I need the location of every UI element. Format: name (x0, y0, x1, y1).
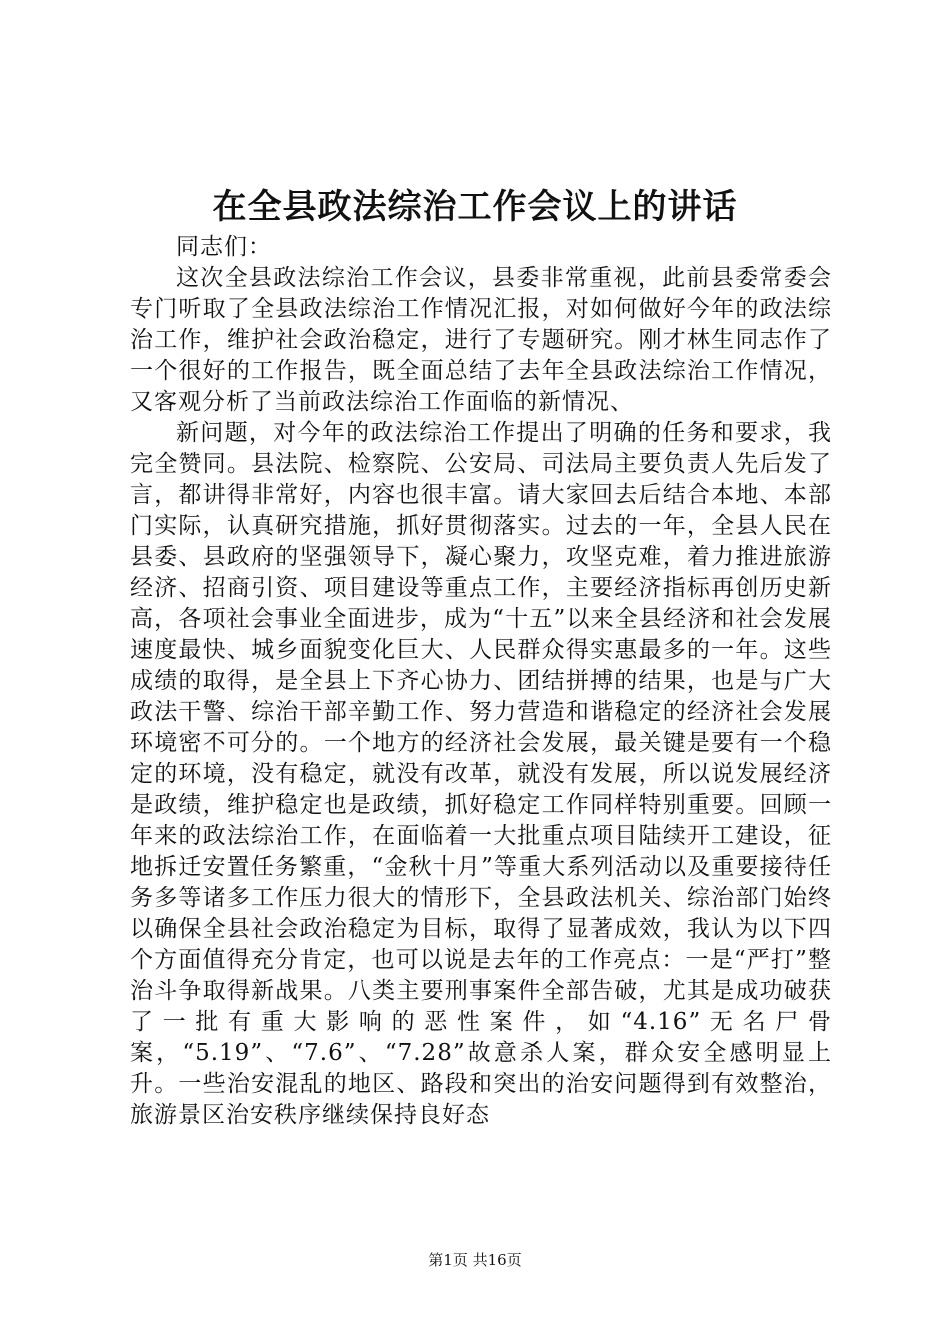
document-body (130, 232, 832, 1131)
page-footer: 第1页 共16页 (428, 1251, 522, 1269)
paragraph: 这次全县政法综治工作会议，县委非常重视，此前县委常委会专门听取了全县政法综治工作情况汇报，对如何做好今年的政法综治工作，维护社会政治稳定，进行了专题研究。刚才林生同志作了一个很好的工作报告，既全面总结了去年全县政法综治工作情况，又客观分析了当前政法综治工作面临的新情况、 (130, 265, 832, 415)
salutation: 同志们： (176, 234, 272, 260)
paragraph: 新问题，对今年的政法综治工作提出了明确的任务和要求，我完全赞同。县法院、检察院、公安局、司法局主要负责人先后发了言，都讲得非常好，内容也很丰富。请大家回去后结合本地、本部门实际，认真研究措施，抓好贯彻落实。过去的一年，全县人民在县委、县政府的坚强领导下，凝心聚力，攻坚克难，着力推进旅游经济、招商引资、项目建设等重点工作，主要经济指标再创历史新高，各项社会事业全面进步，成为“十五”以来全县经济和社会发展速度最快、城乡面貌变化巨大、人民群众得实惠最多的一年。这些成绩的取得，是全县上下齐心协力、团结拼搏的结果，也是与广大政法干警、综治干部辛勤工作、努力营造和谐稳定的经济社会发展环境密不可分的。一个地方的经济社会发展，最关键是要有一个稳定的环境，没有稳定，就没有改革，就没有发展，所以说发展经济是政绩，维护稳定也是政绩，抓好稳定工作同样特别重要。回顾一年来的政法综治工作，在面临着一大批重点项目陆续开工建设，征地拆迁安置任务繁重，“金秋十月”等重大系列活动以及重要接待任务多等诸多工作压力很大的情形下，全县政法机关、综治部门始终以确保全县社会政治稳定为目标，取得了显著成效，我认为以下四个方面值得充分肯定，也可以说是去年的工作亮点：一是“严打”整治斗争取得新战果。八类主要刑事案件全部告破，尤其是成功破获了一批有重大影响的恶性案件，如“4.16”无名尸骨案，“5.19”、“7.6”、“7.28”故意杀人案，群众安全感明显上升。一些治安混乱的地区、路段和突出的治安问题得到有效整治，旅游景区治安秩序继续保持良好态 (130, 420, 832, 1128)
document-title: 在全县政法综治工作会议上的讲话 (212, 187, 738, 227)
